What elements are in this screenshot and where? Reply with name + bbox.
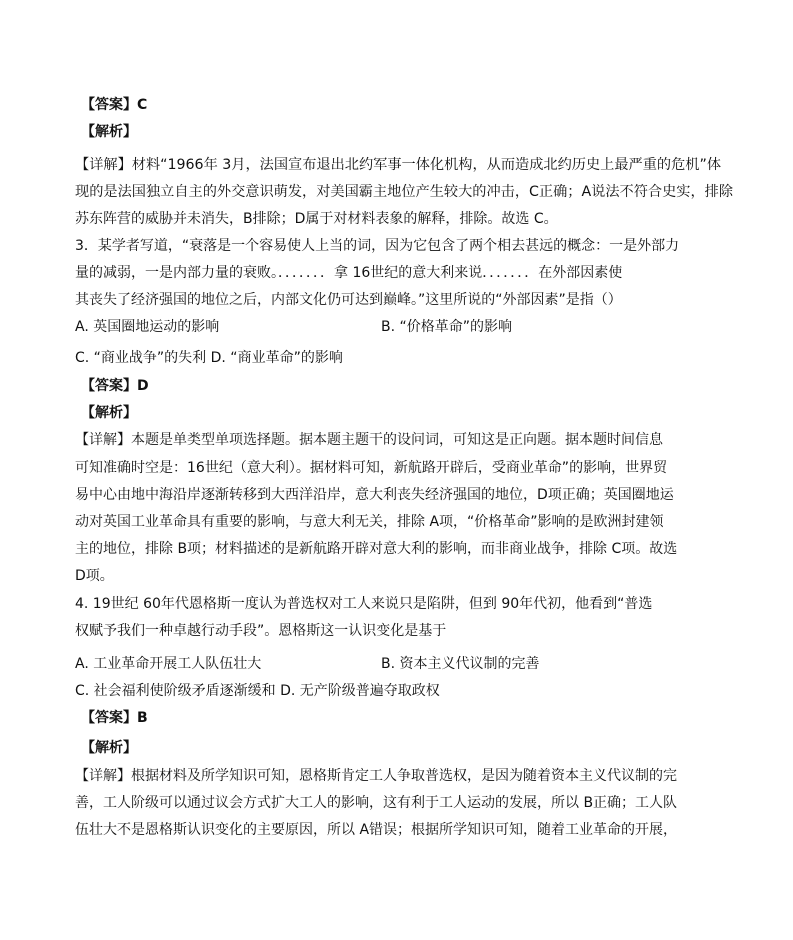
q3-detail-line: D项。 <box>75 568 114 584</box>
q3-stem-line: 其丧失了经济强国的地位之后，内部文化仍可达到巅峰。”这里所说的“外部因素”是指（） <box>75 292 622 308</box>
q4-stem-line: 4. 19世纪 60年代恩格斯一度认为普选权对工人来说只是陷阱，但到 90年代初，他看到“普选 <box>75 596 653 612</box>
q3-option-a: A. 英国圈地运动的影响 <box>75 319 220 335</box>
q3-detail-line: 【详解】本题是单类型单项选择题。据本题主题干的设问词，可知这是正向题。据本题时间信息 <box>75 432 663 448</box>
q3-analysis-label: 【解析】 <box>81 405 137 421</box>
q4-detail-line: 【详解】根据材料及所学知识可知，恩格斯肯定工人争取普选权，是因为随着资本主义代议制的完 <box>75 768 677 784</box>
q4-option-b: B. 资本主义代议制的完善 <box>381 656 540 672</box>
q2-detail-line: 现的是法国独立自主的外交意识萌发，对美国霸主地位产生较大的冲击，C正确；A说法不符合史实，排除 <box>75 184 734 200</box>
q4-option-a: A. 工业革命开展工人队伍壮大 <box>75 656 262 672</box>
q3-stem-line: 量的减弱，一是内部力量的衰败。．．．．．．．拿 16世纪的意大利来说．．．．．．．在外部因素使 <box>75 265 623 281</box>
q2-analysis-label: 【解析】 <box>81 124 137 140</box>
q4-stem-line: 权赋予我们一种卓越行动手段”。恩格斯这一认识变化是基于 <box>75 623 447 639</box>
q2-detail-line: 【详解】材料“1966年 3月，法国宣布退出北约军事一体化机构，从而造成北约历史上最严重的危机”体 <box>75 157 722 173</box>
q3-detail-line: 可知准确时空是：16世纪（意大利）。据材料可知，新航路开辟后，受商业革命”的影响，世界贸 <box>75 460 668 476</box>
q4-detail-line: 善，工人阶级可以通过议会方式扩大工人的影响，这有利于工人运动的发展，所以 B正确；工人队 <box>75 795 678 811</box>
q3-option-cd: C. “商业战争”的失利 D. “商业革命”的影响 <box>75 350 343 366</box>
q3-answer: 【答案】D <box>81 378 149 394</box>
q3-stem-line: 3．某学者写道，“衰落是一个容易使人上当的词，因为它包含了两个相去甚远的概念：一是外部力 <box>75 238 680 254</box>
q4-option-cd: C. 社会福利使阶级矛盾逐渐缓和 D. 无产阶级普遍夺取政权 <box>75 683 440 699</box>
q2-detail-line: 苏东阵营的威胁并未消失，B排除；D属于对材料表象的解释，排除。故选 C。 <box>75 211 558 227</box>
q3-detail-line: 易中心由地中海沿岸逐渐转移到大西洋沿岸，意大利丧失经济强国的地位，D项正确；英国圈地运 <box>75 487 674 503</box>
q2-answer: 【答案】C <box>81 97 148 113</box>
q4-answer: 【答案】B <box>81 710 148 726</box>
q3-detail-line: 主的地位，排除 B项；材料描述的是新航路开辟对意大利的影响，而非商业战争，排除 C项。故选 <box>75 541 678 557</box>
q3-detail-line: 动对英国工业革命具有重要的影响，与意大利无关，排除 A项，“价格革命”影响的是欧洲封建领 <box>75 514 664 530</box>
q4-analysis-label: 【解析】 <box>81 740 137 756</box>
q3-option-b: B. “价格革命”的影响 <box>381 319 513 335</box>
q4-detail-line: 伍壮大不是恩格斯认识变化的主要原因，所以 A错误；根据所学知识可知，随着工业革命的开展， <box>75 822 678 838</box>
